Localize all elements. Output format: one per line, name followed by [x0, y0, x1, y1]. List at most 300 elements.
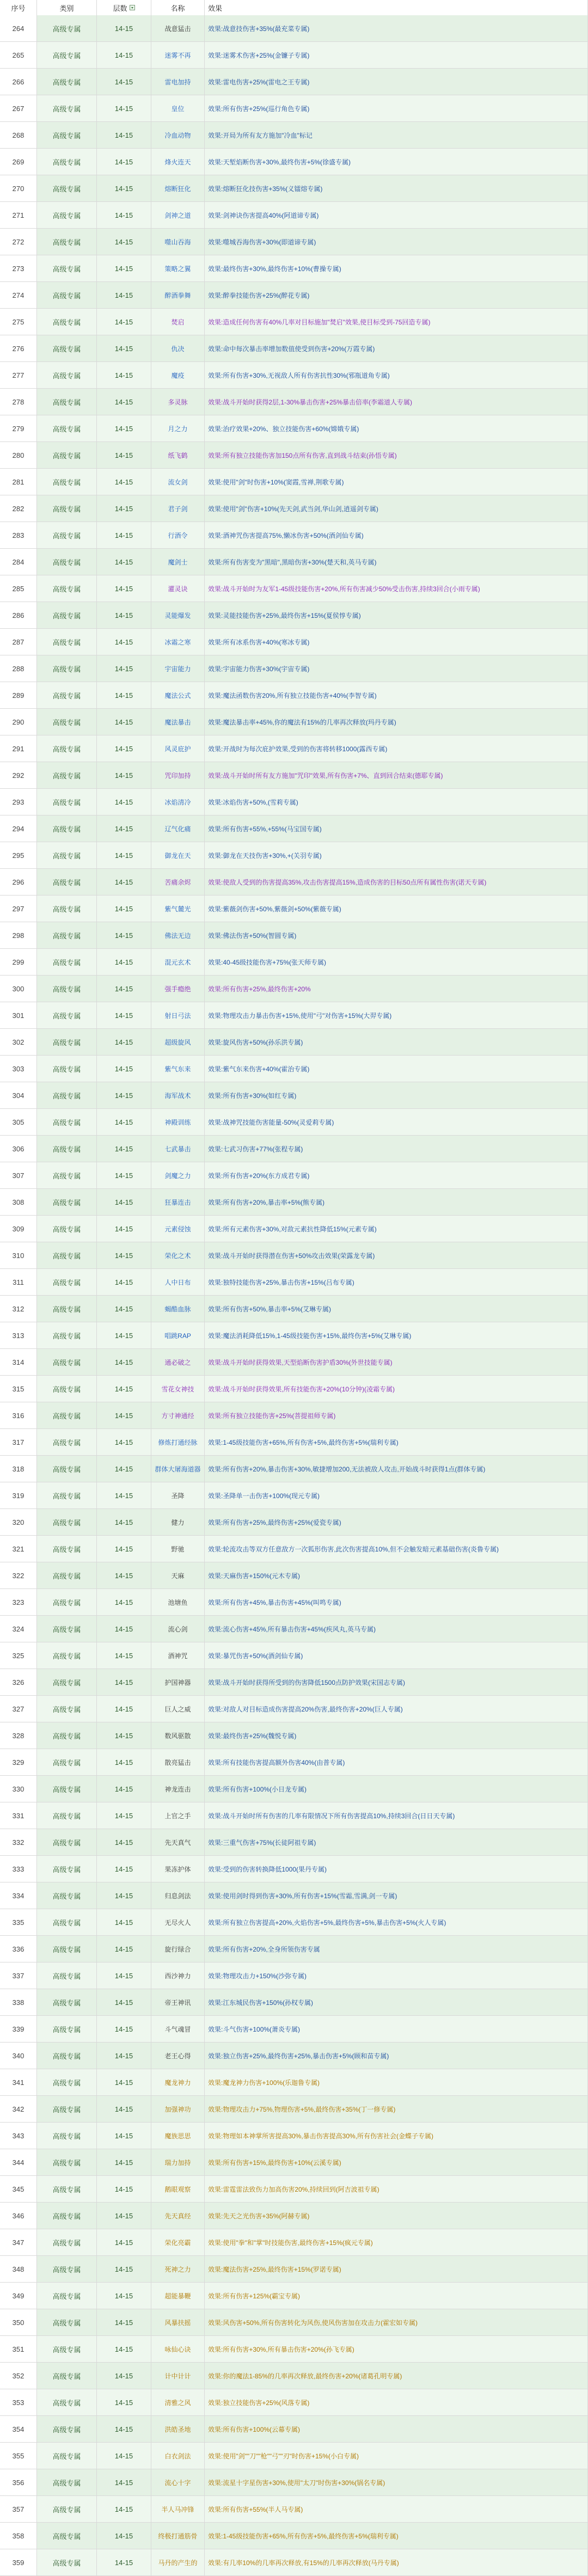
cell-name[interactable]: 酒神咒 [151, 1642, 205, 1669]
cell-effect[interactable]: 效果:轮流攻击等双方任意敌方一次狐形伤害,此次伤害提高10%,但不会触发暗元素基础伤害(炎鲁专属) [205, 1536, 588, 1562]
cell-category[interactable]: 高级专属 [37, 549, 97, 575]
cell-effect[interactable]: 效果:魔法暴击率+45%,你的魔法有15%的几率再次释放(玛丹专属) [205, 709, 588, 735]
cell-category[interactable]: 高级专属 [37, 815, 97, 842]
cell-tier[interactable]: 14-15 [97, 1589, 151, 1615]
cell-name[interactable]: 瑞力加持 [151, 2149, 205, 2175]
cell-name[interactable]: 归息剑法 [151, 1882, 205, 1909]
table-row[interactable] [0, 789, 588, 815]
table-row[interactable] [0, 1616, 588, 1642]
cell-name[interactable]: 雷电加持 [151, 69, 205, 95]
cell-tier[interactable]: 14-15 [97, 1162, 151, 1188]
cell-category[interactable]: 高级专属 [37, 335, 97, 361]
cell-effect[interactable]: 效果:所有伤害+25%,最终伤害+25%(爱瓷专属) [205, 1509, 588, 1535]
cell-tier[interactable]: 14-15 [97, 1429, 151, 1455]
table-row[interactable] [0, 869, 588, 896]
cell-id[interactable]: 278 [0, 389, 37, 415]
cell-name[interactable]: 蝎酷血脉 [151, 1296, 205, 1322]
cell-effect[interactable]: 效果:流心伤害+45%,所有暴击伤害+45%(疾风丸,英马专属) [205, 1616, 588, 1642]
table-row[interactable] [0, 2443, 588, 2469]
cell-category[interactable]: 高级专属 [37, 1296, 97, 1322]
table-row[interactable] [0, 495, 588, 522]
table-row[interactable] [0, 2149, 588, 2176]
cell-tier[interactable]: 14-15 [97, 2149, 151, 2175]
cell-id[interactable]: 353 [0, 2389, 37, 2415]
cell-id[interactable]: 326 [0, 1669, 37, 1695]
cell-id[interactable]: 281 [0, 469, 37, 495]
cell-tier[interactable]: 14-15 [97, 922, 151, 948]
cell-id[interactable]: 357 [0, 2496, 37, 2522]
cell-category[interactable]: 高级专属 [37, 149, 97, 175]
cell-tier[interactable]: 14-15 [97, 1322, 151, 1348]
table-row[interactable] [0, 415, 588, 442]
cell-tier[interactable]: 14-15 [97, 255, 151, 281]
table-row[interactable] [0, 149, 588, 175]
cell-category[interactable]: 高级专属 [37, 1669, 97, 1695]
cell-category[interactable]: 高级专属 [37, 1242, 97, 1268]
cell-name[interactable]: 超能暴鞭 [151, 2283, 205, 2309]
cell-id[interactable]: 288 [0, 655, 37, 682]
cell-category[interactable]: 高级专属 [37, 1162, 97, 1188]
table-row[interactable] [0, 1456, 588, 1482]
cell-tier[interactable]: 14-15 [97, 2016, 151, 2042]
cell-effect[interactable]: 效果:独立伤害+25%,最终伤害+25%,暴击伤害+5%(顾和苗专属) [205, 2043, 588, 2069]
cell-id[interactable]: 266 [0, 69, 37, 95]
table-row[interactable] [0, 896, 588, 922]
cell-category[interactable]: 高级专属 [37, 69, 97, 95]
cell-name[interactable]: 无尽火人 [151, 1909, 205, 1935]
cell-category[interactable]: 高级专属 [37, 1216, 97, 1242]
cell-name[interactable]: 噬山吞海 [151, 229, 205, 255]
cell-category[interactable]: 高级专属 [37, 1989, 97, 2015]
cell-effect[interactable]: 效果:冰焰伤害+50%,(雪莉专属) [205, 789, 588, 815]
cell-effect[interactable]: 效果:40-45级技能伤害+75%(张天师专属) [205, 949, 588, 975]
cell-tier[interactable]: 14-15 [97, 1989, 151, 2015]
cell-category[interactable]: 高级专属 [37, 1589, 97, 1615]
cell-name[interactable]: 紫气麓光 [151, 896, 205, 922]
cell-effect[interactable]: 效果:对敌人对目标造成伤害提高20%伤害,最终伤害+20%(巨人专属) [205, 1696, 588, 1722]
table-row[interactable] [0, 1829, 588, 1856]
cell-tier[interactable]: 14-15 [97, 682, 151, 708]
cell-id[interactable]: 306 [0, 1136, 37, 1162]
cell-name[interactable]: 皇位 [151, 95, 205, 121]
table-row[interactable] [0, 1136, 588, 1162]
table-row[interactable] [0, 522, 588, 549]
cell-id[interactable]: 325 [0, 1642, 37, 1669]
cell-category[interactable]: 高级专属 [37, 1456, 97, 1482]
cell-tier[interactable]: 14-15 [97, 2389, 151, 2415]
cell-id[interactable]: 279 [0, 415, 37, 441]
cell-effect[interactable]: 效果:所有伤害+55%,+55%(马宝国专属) [205, 815, 588, 842]
table-row[interactable] [0, 1376, 588, 1402]
cell-effect[interactable]: 效果:所有伤害+125%(霸宝专属) [205, 2283, 588, 2309]
cell-effect[interactable]: 效果:所有独立伤害提高+20%,火焰伤害+5%,最终伤害+5%,暴击伤害+5%(火人专属) [205, 1909, 588, 1935]
cell-id[interactable]: 272 [0, 229, 37, 255]
cell-id[interactable]: 274 [0, 282, 37, 308]
cell-id[interactable]: 335 [0, 1909, 37, 1935]
cell-effect[interactable]: 效果:噬城吞海伤害+30%(即道谛专属) [205, 229, 588, 255]
cell-category[interactable]: 高级专属 [37, 1109, 97, 1135]
cell-id[interactable]: 308 [0, 1189, 37, 1215]
cell-category[interactable]: 高级专属 [37, 282, 97, 308]
table-row[interactable] [0, 1696, 588, 1722]
cell-tier[interactable]: 14-15 [97, 1722, 151, 1749]
cell-tier[interactable]: 14-15 [97, 1749, 151, 1775]
cell-id[interactable]: 350 [0, 2309, 37, 2335]
cell-tier[interactable]: 14-15 [97, 2229, 151, 2255]
cell-effect[interactable]: 效果:天堑焰断伤害+30%,最终伤害+5%(徐盛专属) [205, 149, 588, 175]
cell-id[interactable]: 304 [0, 1082, 37, 1108]
cell-effect[interactable]: 效果:旋风伤害+50%(孙乐洪专属) [205, 1029, 588, 1055]
cell-id[interactable]: 267 [0, 95, 37, 121]
cell-name[interactable]: 月之力 [151, 415, 205, 441]
cell-name[interactable]: 神殿训练 [151, 1109, 205, 1135]
cell-effect[interactable]: 效果:1-45级技能伤害+65%,所有伤害+5%,最终伤害+5%(瑞利专属) [205, 1429, 588, 1455]
cell-effect[interactable]: 效果:战斗开始时获得效果,天型焰断伤害护盾30%(外世技能专属) [205, 1349, 588, 1375]
table-row[interactable] [0, 1109, 588, 1136]
cell-name[interactable]: 魔法公式 [151, 682, 205, 708]
cell-category[interactable]: 高级专属 [37, 629, 97, 655]
cell-id[interactable]: 302 [0, 1029, 37, 1055]
cell-tier[interactable]: 14-15 [97, 2256, 151, 2282]
cell-name[interactable]: 群体大屠海道器 [151, 1456, 205, 1482]
cell-tier[interactable]: 14-15 [97, 1002, 151, 1028]
cell-effect[interactable]: 效果:战斗开始时获得潜在伤害+50%攻击效果(荣露龙专属) [205, 1242, 588, 1268]
cell-name[interactable]: 半人马冲锋 [151, 2496, 205, 2522]
cell-id[interactable]: 300 [0, 976, 37, 1002]
cell-effect[interactable]: 效果:圣降单一击伤害+100%(现元专属) [205, 1482, 588, 1508]
table-row[interactable] [0, 949, 588, 976]
table-row[interactable] [0, 69, 588, 95]
cell-id[interactable]: 332 [0, 1829, 37, 1855]
cell-id[interactable]: 316 [0, 1402, 37, 1428]
cell-effect[interactable]: 效果:所有伤害+30%,所有暴击伤害+20%(孙飞专属) [205, 2336, 588, 2362]
table-row[interactable] [0, 2549, 588, 2576]
cell-category[interactable]: 高级专属 [37, 1002, 97, 1028]
cell-id[interactable]: 275 [0, 309, 37, 335]
cell-effect[interactable]: 效果:暴咒伤害+50%(酒剑仙专属) [205, 1642, 588, 1669]
table-row[interactable] [0, 602, 588, 629]
cell-tier[interactable]: 14-15 [97, 1669, 151, 1695]
table-row[interactable] [0, 1722, 588, 1749]
cell-effect[interactable]: 效果:所有伤害+20%(东方成君专属) [205, 1162, 588, 1188]
cell-id[interactable]: 327 [0, 1696, 37, 1722]
cell-name[interactable]: 宇宙能力 [151, 655, 205, 682]
cell-id[interactable]: 285 [0, 575, 37, 602]
table-row[interactable] [0, 1296, 588, 1322]
cell-category[interactable]: 高级专属 [37, 2496, 97, 2522]
table-row[interactable] [0, 815, 588, 842]
cell-effect[interactable]: 效果:所有技能伤害提高额外伤害40%(由普专属) [205, 1749, 588, 1775]
cell-effect[interactable]: 效果:魔法消耗降低15%,1-45级技能伤害+15%,最终伤害+5%(艾琳专属) [205, 1322, 588, 1348]
cell-category[interactable]: 高级专属 [37, 469, 97, 495]
cell-category[interactable]: 高级专属 [37, 1536, 97, 1562]
cell-id[interactable]: 276 [0, 335, 37, 361]
cell-category[interactable]: 高级专属 [37, 1749, 97, 1775]
cell-tier[interactable]: 14-15 [97, 1349, 151, 1375]
cell-id[interactable]: 310 [0, 1242, 37, 1268]
cell-effect[interactable]: 效果:魔法函数伤害20%,所有独立技能伤害+40%(李智专属) [205, 682, 588, 708]
table-row[interactable] [0, 1402, 588, 1429]
cell-category[interactable]: 高级专属 [37, 1189, 97, 1215]
cell-name[interactable]: 混元玄术 [151, 949, 205, 975]
cell-tier[interactable]: 14-15 [97, 495, 151, 522]
cell-name[interactable]: 仇决 [151, 335, 205, 361]
table-row[interactable] [0, 2096, 588, 2123]
cell-name[interactable]: 风暴扶摇 [151, 2309, 205, 2335]
cell-effect[interactable]: 效果:所有独立技能伤害+25%(菩提祖师专属) [205, 1402, 588, 1428]
cell-id[interactable]: 348 [0, 2256, 37, 2282]
cell-name[interactable]: 冰霜之寒 [151, 629, 205, 655]
cell-category[interactable]: 高级专属 [37, 1776, 97, 1802]
cell-tier[interactable]: 14-15 [97, 1616, 151, 1642]
cell-category[interactable]: 高级专属 [37, 762, 97, 788]
cell-name[interactable]: 魔族思思 [151, 2123, 205, 2149]
cell-name[interactable]: 马丹的产生的 [151, 2549, 205, 2575]
cell-tier[interactable]: 14-15 [97, 309, 151, 335]
header-id[interactable] [0, 0, 37, 15]
cell-tier[interactable]: 14-15 [97, 2069, 151, 2095]
cell-tier[interactable]: 14-15 [97, 1536, 151, 1562]
cell-tier[interactable]: 14-15 [97, 2549, 151, 2575]
table-row[interactable] [0, 389, 588, 415]
table-row[interactable] [0, 1909, 588, 1936]
cell-category[interactable]: 高级专属 [37, 2123, 97, 2149]
cell-tier[interactable]: 14-15 [97, 69, 151, 95]
cell-name[interactable]: 方寸神通经 [151, 1402, 205, 1428]
cell-effect[interactable]: 效果:受到的伤害转换降低1000(果丹专属) [205, 1856, 588, 1882]
table-row[interactable] [0, 1082, 588, 1109]
cell-tier[interactable]: 14-15 [97, 2043, 151, 2069]
cell-tier[interactable]: 14-15 [97, 2123, 151, 2149]
cell-id[interactable]: 340 [0, 2043, 37, 2069]
cell-category[interactable]: 高级专属 [37, 1056, 97, 1082]
cell-effect[interactable]: 效果:迷雾术伤害+25%(金镰子专属) [205, 42, 588, 68]
cell-category[interactable]: 高级专属 [37, 1562, 97, 1588]
cell-name[interactable]: 护国神器 [151, 1669, 205, 1695]
cell-name[interactable]: 熔断狂化 [151, 175, 205, 201]
cell-effect[interactable]: 效果:所有伤害+100%(小日龙专属) [205, 1776, 588, 1802]
cell-tier[interactable]: 14-15 [97, 122, 151, 148]
cell-name[interactable]: 风灵庇护 [151, 735, 205, 762]
cell-effect[interactable]: 效果:斗气伤害+100%(萧炎专属) [205, 2016, 588, 2042]
cell-category[interactable]: 高级专属 [37, 602, 97, 628]
cell-id[interactable]: 269 [0, 149, 37, 175]
cell-name[interactable]: 修炼打通经脉 [151, 1429, 205, 1455]
table-row[interactable] [0, 175, 588, 202]
header-category[interactable] [37, 0, 97, 15]
cell-name[interactable]: 西沙神力 [151, 1962, 205, 1989]
cell-tier[interactable]: 14-15 [97, 1296, 151, 1322]
cell-category[interactable]: 高级专属 [37, 1429, 97, 1455]
cell-name[interactable]: 魔剑士 [151, 549, 205, 575]
cell-name[interactable]: 帝王神讯 [151, 1989, 205, 2015]
cell-category[interactable]: 高级专属 [37, 735, 97, 762]
cell-category[interactable]: 高级专属 [37, 2309, 97, 2335]
cell-name[interactable]: 流心剑 [151, 1616, 205, 1642]
table-row[interactable] [0, 1269, 588, 1296]
cell-name[interactable]: 多灵脉 [151, 389, 205, 415]
cell-name[interactable]: 荣化之术 [151, 1242, 205, 1268]
table-row[interactable] [0, 255, 588, 282]
table-row[interactable] [0, 202, 588, 229]
cell-effect[interactable]: 效果:物理攻击力+75%,物理伤害+5%,最终伤害+35%(丁一修专属) [205, 2096, 588, 2122]
cell-category[interactable]: 高级专属 [37, 896, 97, 922]
table-row[interactable] [0, 735, 588, 762]
cell-tier[interactable]: 14-15 [97, 442, 151, 468]
cell-effect[interactable]: 效果:所有独立技能伤害加150点所有伤害,直到战斗结束(孙悟专属) [205, 442, 588, 468]
cell-tier[interactable]: 14-15 [97, 2309, 151, 2335]
table-row[interactable] [0, 1802, 588, 1829]
cell-tier[interactable]: 14-15 [97, 1136, 151, 1162]
cell-category[interactable]: 高级专属 [37, 175, 97, 201]
cell-name[interactable]: 冰焰清冷 [151, 789, 205, 815]
cell-tier[interactable]: 14-15 [97, 2469, 151, 2495]
cell-category[interactable]: 高级专属 [37, 2416, 97, 2442]
cell-tier[interactable]: 14-15 [97, 1456, 151, 1482]
cell-effect[interactable]: 效果:所有伤害变为"黑暗",黑暗伤害+30%(楚天和,英马专属) [205, 549, 588, 575]
cell-id[interactable]: 359 [0, 2549, 37, 2575]
table-row[interactable] [0, 682, 588, 709]
cell-id[interactable]: 295 [0, 842, 37, 868]
table-row[interactable] [0, 1669, 588, 1696]
cell-name[interactable]: 超级旋风 [151, 1029, 205, 1055]
cell-effect[interactable]: 效果:造成任何伤害有40%几率对目标施加"焚启"效果,使目标受到-75回造专属) [205, 309, 588, 335]
cell-effect[interactable]: 效果:使用"拳"和"掌"时技能伤害,最终伤害+15%(疯元专属) [205, 2229, 588, 2255]
cell-tier[interactable]: 14-15 [97, 202, 151, 228]
cell-effect[interactable]: 效果:使用"剑"时伤害+10%(窦霞,雪禅,荆歌专属) [205, 469, 588, 495]
cell-effect[interactable]: 效果:所有伤害+20%,暴击伤害+30%,敏捷增加200,无法被敌人攻击,开始战斗时获得1点(群体专属) [205, 1456, 588, 1482]
table-row[interactable] [0, 922, 588, 949]
cell-id[interactable]: 268 [0, 122, 37, 148]
cell-id[interactable]: 320 [0, 1509, 37, 1535]
cell-category[interactable]: 高级专属 [37, 2256, 97, 2282]
cell-tier[interactable]: 14-15 [97, 95, 151, 121]
cell-category[interactable]: 高级专属 [37, 1642, 97, 1669]
cell-category[interactable]: 高级专属 [37, 2069, 97, 2095]
cell-effect[interactable]: 效果:战斗开始时获得效果,所有技能伤害+20%(10分钟)(凌霜专属) [205, 1376, 588, 1402]
table-row[interactable] [0, 2016, 588, 2043]
cell-tier[interactable]: 14-15 [97, 1909, 151, 1935]
cell-tier[interactable]: 14-15 [97, 1962, 151, 1989]
cell-tier[interactable]: 14-15 [97, 415, 151, 441]
cell-id[interactable]: 352 [0, 2363, 37, 2389]
cell-effect[interactable]: 效果:你的魔法1-85%的几率再次释放,最终伤害+20%(诸葛孔明专属) [205, 2363, 588, 2389]
cell-name[interactable]: 行酒令 [151, 522, 205, 548]
cell-category[interactable]: 高级专属 [37, 1029, 97, 1055]
cell-effect[interactable]: 效果:物理如本神掌所害提高30%,暴击伤害提高30%,所有伤害社会(金蝶子专属) [205, 2123, 588, 2149]
cell-category[interactable]: 高级专属 [37, 1722, 97, 1749]
cell-id[interactable]: 315 [0, 1376, 37, 1402]
cell-tier[interactable]: 14-15 [97, 389, 151, 415]
cell-name[interactable]: 佛法无边 [151, 922, 205, 948]
cell-effect[interactable]: 效果:风伤害+50%,所有伤害转化为风伤,使风伤害加在攻击力(霍宏如专属) [205, 2309, 588, 2335]
cell-name[interactable]: 数风驱散 [151, 1722, 205, 1749]
cell-effect[interactable]: 效果:所有伤害+20%,暴击率+5%(熊专属) [205, 1189, 588, 1215]
cell-name[interactable]: 通必破之 [151, 1349, 205, 1375]
cell-name[interactable]: 强手瘾绝 [151, 976, 205, 1002]
cell-category[interactable]: 高级专属 [37, 2523, 97, 2549]
cell-category[interactable]: 高级专属 [37, 1856, 97, 1882]
cell-id[interactable]: 318 [0, 1456, 37, 1482]
cell-effect[interactable]: 效果:流星十字星伤害+30%,使用"太刀"时伤害+30%(锅名专属) [205, 2469, 588, 2495]
cell-effect[interactable]: 效果:所有冰系伤害+40%(寒冰专属) [205, 629, 588, 655]
cell-name[interactable]: 唱跳RAP [151, 1322, 205, 1348]
table-row[interactable] [0, 1589, 588, 1616]
cell-name[interactable]: 策略之翼 [151, 255, 205, 281]
cell-tier[interactable]: 14-15 [97, 2496, 151, 2522]
cell-effect[interactable]: 效果:战神咒技能伤害能量-50%(灵爱莉专属) [205, 1109, 588, 1135]
cell-id[interactable]: 312 [0, 1296, 37, 1322]
table-row[interactable] [0, 2469, 588, 2496]
cell-category[interactable]: 高级专属 [37, 655, 97, 682]
table-row[interactable] [0, 1002, 588, 1029]
cell-id[interactable]: 291 [0, 735, 37, 762]
cell-effect[interactable]: 效果:佛法伤害+50%(智圆专属) [205, 922, 588, 948]
cell-effect[interactable]: 效果:三重气伤害+75%(长徒阿祖专属) [205, 1829, 588, 1855]
cell-effect[interactable]: 效果:魔龙神力伤害+100%(乐迦鲁专属) [205, 2069, 588, 2095]
cell-id[interactable]: 355 [0, 2443, 37, 2469]
cell-tier[interactable]: 14-15 [97, 789, 151, 815]
cell-id[interactable]: 358 [0, 2523, 37, 2549]
table-row[interactable] [0, 1776, 588, 1802]
cell-name[interactable]: 先天真经 [151, 2203, 205, 2229]
cell-tier[interactable]: 14-15 [97, 1642, 151, 1669]
cell-id[interactable]: 339 [0, 2016, 37, 2042]
cell-tier[interactable]: 14-15 [97, 1242, 151, 1268]
cell-tier[interactable]: 14-15 [97, 896, 151, 922]
cell-effect[interactable]: 效果:灵能技能伤害+25%,最终伤害+15%(夏侯惇专属) [205, 602, 588, 628]
cell-effect[interactable]: 效果:1-45级技能伤害+65%,所有伤害+5%,最终伤害+5%(瑞利专属) [205, 2523, 588, 2549]
cell-effect[interactable]: 效果:所有伤害+55%(半人马专属) [205, 2496, 588, 2522]
cell-name[interactable]: 野驰 [151, 1536, 205, 1562]
table-row[interactable] [0, 1749, 588, 1776]
cell-effect[interactable]: 效果:战斗开始时所有伤害的几率有限情况下所有伤害提高10%,持续3回合(日日天专属) [205, 1802, 588, 1829]
cell-category[interactable]: 高级专属 [37, 1402, 97, 1428]
table-row[interactable] [0, 335, 588, 362]
cell-tier[interactable]: 14-15 [97, 2443, 151, 2469]
table-row[interactable] [0, 1216, 588, 1242]
cell-id[interactable]: 296 [0, 869, 37, 895]
table-row[interactable] [0, 95, 588, 122]
cell-category[interactable]: 高级专属 [37, 1829, 97, 1855]
cell-effect[interactable]: 效果:所有伤害+30%(如红专属) [205, 1082, 588, 1108]
table-row[interactable] [0, 1322, 588, 1349]
cell-effect[interactable]: 效果:使敌人受到的伤害提高35%,攻击伤害提高15%,造成伤害的目标50点所有属性伤害(诺天专属) [205, 869, 588, 895]
cell-name[interactable]: 死神之力 [151, 2256, 205, 2282]
cell-tier[interactable]: 14-15 [97, 842, 151, 868]
cell-name[interactable]: 鹅眼观察 [151, 2176, 205, 2202]
table-row[interactable] [0, 2496, 588, 2523]
cell-id[interactable]: 343 [0, 2123, 37, 2149]
cell-id[interactable]: 303 [0, 1056, 37, 1082]
table-row[interactable] [0, 842, 588, 869]
cell-tier[interactable]: 14-15 [97, 1082, 151, 1108]
cell-tier[interactable]: 14-15 [97, 2523, 151, 2549]
cell-id[interactable]: 351 [0, 2336, 37, 2362]
cell-id[interactable]: 328 [0, 1722, 37, 1749]
cell-category[interactable]: 高级专属 [37, 682, 97, 708]
cell-category[interactable]: 高级专属 [37, 575, 97, 602]
cell-name[interactable]: 焚启 [151, 309, 205, 335]
table-row[interactable] [0, 976, 588, 1002]
cell-effect[interactable]: 效果:独特技能伤害+25%,暴击伤害+15%(吕布专属) [205, 1269, 588, 1295]
table-row[interactable] [0, 1162, 588, 1189]
cell-tier[interactable]: 14-15 [97, 335, 151, 361]
table-row[interactable] [0, 549, 588, 575]
cell-name[interactable]: 剑神之道 [151, 202, 205, 228]
cell-name[interactable]: 咏仙心诀 [151, 2336, 205, 2362]
table-row[interactable] [0, 1189, 588, 1216]
